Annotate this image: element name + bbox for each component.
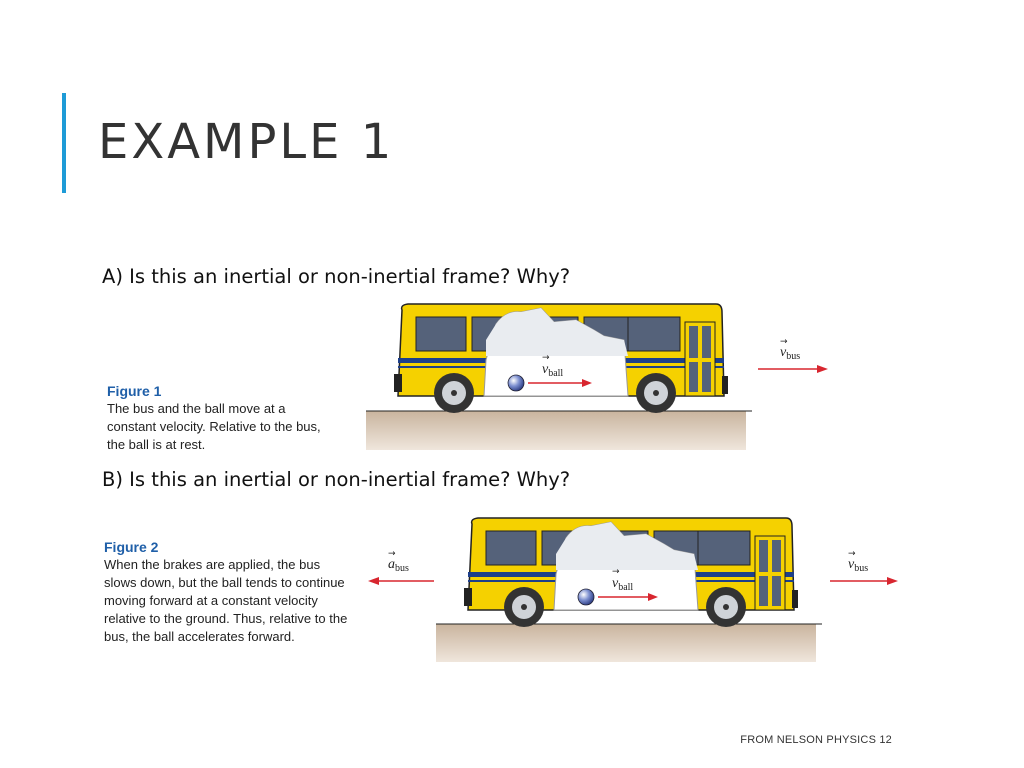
bus	[394, 304, 728, 413]
svg-text:→: →	[612, 567, 620, 577]
source-credit: FROM NELSON PHYSICS 12	[740, 734, 892, 746]
ground	[436, 624, 816, 662]
figure2-bus-illustration	[368, 512, 908, 662]
svg-text:→: →	[780, 337, 788, 347]
figure1-caption-title: Figure 1	[107, 383, 162, 399]
title-accent-bar	[62, 93, 66, 193]
ball-velocity-label: $v_{ball}$	[612, 576, 634, 593]
bus-velocity-label: $v_{bus}$	[780, 345, 801, 362]
question-b: B) Is this an inertial or non-inertial frame? Why?	[102, 468, 571, 491]
question-a: A) Is this an inertial or non-inertial frame? Why?	[102, 265, 571, 288]
svg-text:→: →	[848, 549, 856, 559]
figure1-caption	[107, 382, 337, 454]
slide-title: EXAMPLE 1	[98, 114, 395, 170]
ball	[508, 375, 524, 391]
bus-acceleration-label: $a_{bus}$	[388, 557, 409, 574]
figure2-caption-text: When the brakes are applied, the bus slows down, but the ball tends to continue moving forward at a constant velocity relative to the ground. Thus, relative to the bus, the ball accelerates forward.	[104, 557, 348, 644]
ground	[366, 411, 746, 450]
svg-text:→: →	[388, 549, 396, 559]
figure1-bus-illustration	[366, 300, 830, 450]
figure1-caption-text: The bus and the ball move at a constant velocity. Relative to the bus, the ball is at rest.	[107, 401, 321, 452]
bus	[464, 518, 798, 627]
figure2-caption-title: Figure 2	[104, 539, 159, 555]
bus-velocity-label: $v_{bus}$	[848, 557, 869, 574]
ball-velocity-label: $v_{ball}$	[542, 362, 564, 379]
svg-text:→: →	[542, 353, 550, 363]
ball	[578, 589, 594, 605]
figure2-caption	[104, 538, 354, 646]
